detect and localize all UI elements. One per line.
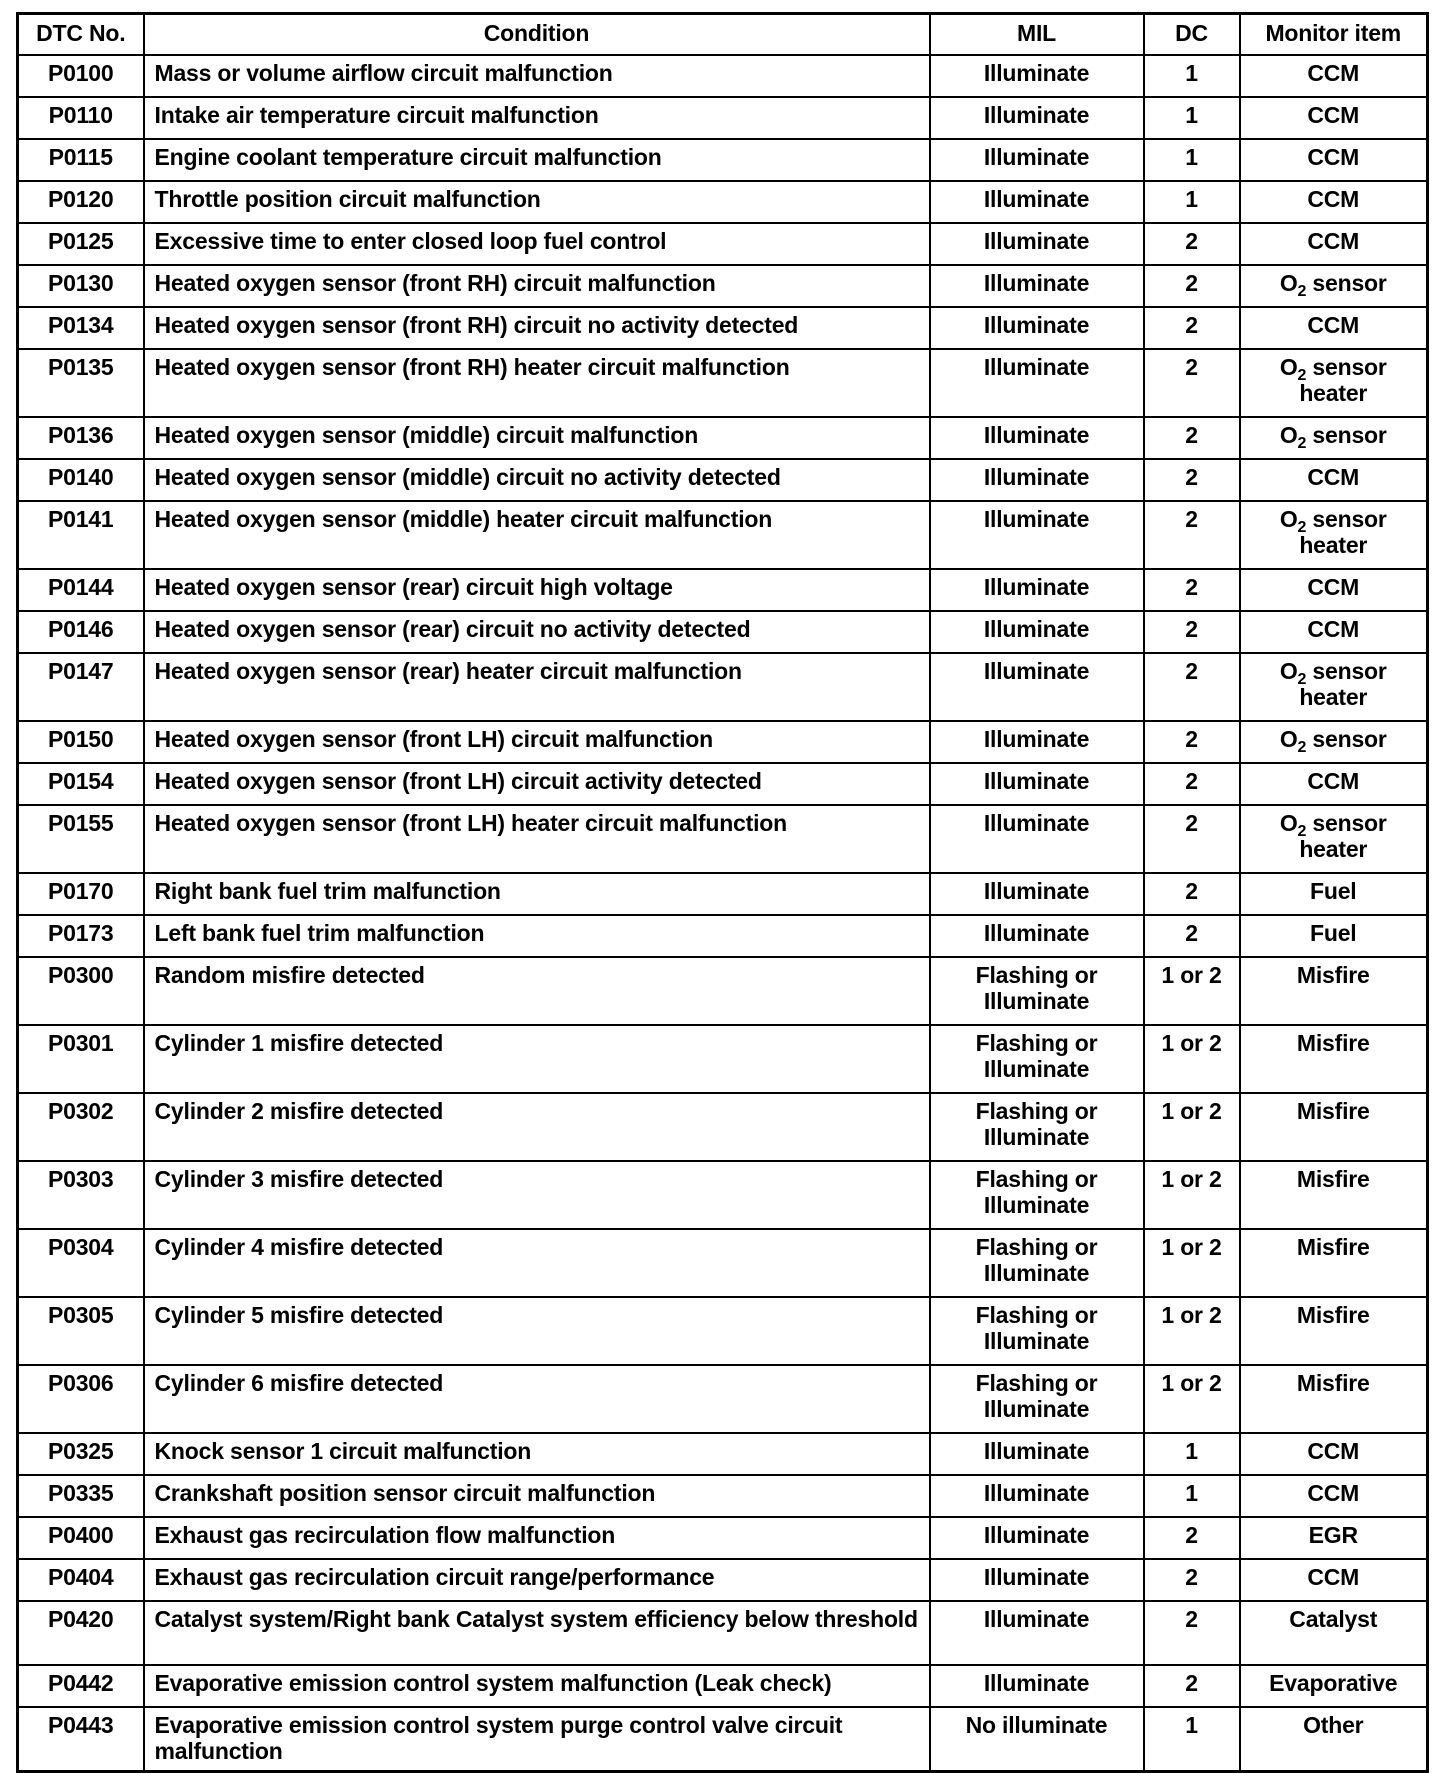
cell-dtc-code: P0170 — [18, 873, 144, 915]
cell-monitor-item: CCM — [1240, 1433, 1428, 1475]
cell-dtc-code: P0300 — [18, 957, 144, 1025]
cell-dc: 1 — [1144, 1433, 1240, 1475]
table-row — [18, 1433, 1428, 1475]
cell-dc: 2 — [1144, 1517, 1240, 1559]
cell-condition: Cylinder 4 misfire detected — [144, 1229, 930, 1297]
cell-condition: Random misfire detected — [144, 957, 930, 1025]
cell-condition: Knock sensor 1 circuit malfunction — [144, 1433, 930, 1475]
cell-monitor-item: $O_2$ sensor — [1240, 721, 1428, 763]
table-body — [18, 55, 1428, 1772]
cell-mil: Flashing or Illuminate — [930, 1161, 1144, 1229]
cell-dtc-code: P0335 — [18, 1475, 144, 1517]
cell-dc: 1 or 2 — [1144, 1025, 1240, 1093]
cell-dc: 1 — [1144, 55, 1240, 97]
cell-dc: 2 — [1144, 501, 1240, 569]
cell-condition: Cylinder 5 misfire detected — [144, 1297, 930, 1365]
cell-monitor-item: Misfire — [1240, 1161, 1428, 1229]
cell-monitor-item: Misfire — [1240, 1229, 1428, 1297]
table-row — [18, 1665, 1428, 1707]
table-row — [18, 459, 1428, 501]
cell-monitor-item: Misfire — [1240, 1093, 1428, 1161]
cell-dtc-code: P0144 — [18, 569, 144, 611]
cell-dc: 2 — [1144, 1559, 1240, 1601]
cell-condition: Excessive time to enter closed loop fuel control — [144, 223, 930, 265]
cell-condition: Cylinder 6 misfire detected — [144, 1365, 930, 1433]
cell-dtc-code: P0173 — [18, 915, 144, 957]
cell-mil: Flashing or Illuminate — [930, 1365, 1144, 1433]
cell-dc: 2 — [1144, 653, 1240, 721]
cell-mil: Illuminate — [930, 1475, 1144, 1517]
cell-dtc-code: P0141 — [18, 501, 144, 569]
cell-mil: Illuminate — [930, 1433, 1144, 1475]
cell-dtc-code: P0110 — [18, 97, 144, 139]
cell-dtc-code: P0302 — [18, 1093, 144, 1161]
cell-condition: Cylinder 2 misfire detected — [144, 1093, 930, 1161]
cell-dtc-code: P0303 — [18, 1161, 144, 1229]
header-dtc-no: DTC No. — [18, 14, 144, 56]
cell-dc: 2 — [1144, 611, 1240, 653]
cell-dc: 2 — [1144, 349, 1240, 417]
cell-monitor-item: Misfire — [1240, 957, 1428, 1025]
table-row — [18, 55, 1428, 97]
cell-condition: Exhaust gas recirculation circuit range/performance — [144, 1559, 930, 1601]
cell-mil: Illuminate — [930, 1601, 1144, 1665]
dtc-table-sheet — [16, 12, 1426, 1773]
cell-dtc-code: P0146 — [18, 611, 144, 653]
cell-mil: Illuminate — [930, 307, 1144, 349]
header-monitor-item: Monitor item — [1240, 14, 1428, 56]
cell-monitor-item: CCM — [1240, 181, 1428, 223]
cell-monitor-item: $O_2$ sensor heater — [1240, 805, 1428, 873]
cell-condition: Heated oxygen sensor (rear) circuit no activity detected — [144, 611, 930, 653]
cell-dtc-code: P0305 — [18, 1297, 144, 1365]
table-row — [18, 265, 1428, 307]
cell-mil: Illuminate — [930, 721, 1144, 763]
table-row — [18, 1517, 1428, 1559]
cell-dc: 2 — [1144, 721, 1240, 763]
cell-dc: 2 — [1144, 569, 1240, 611]
table-row — [18, 1601, 1428, 1665]
cell-mil: Flashing or Illuminate — [930, 1297, 1144, 1365]
cell-dtc-code: P0325 — [18, 1433, 144, 1475]
cell-mil: Flashing or Illuminate — [930, 957, 1144, 1025]
cell-mil: Illuminate — [930, 653, 1144, 721]
cell-monitor-item: Misfire — [1240, 1025, 1428, 1093]
cell-dtc-code: P0442 — [18, 1665, 144, 1707]
cell-dc: 1 — [1144, 97, 1240, 139]
cell-dc: 2 — [1144, 1665, 1240, 1707]
cell-dc: 1 or 2 — [1144, 1297, 1240, 1365]
cell-mil: Illuminate — [930, 1665, 1144, 1707]
table-row — [18, 1229, 1428, 1297]
cell-dtc-code: P0135 — [18, 349, 144, 417]
cell-monitor-item: CCM — [1240, 55, 1428, 97]
table-row — [18, 1475, 1428, 1517]
table-row — [18, 1093, 1428, 1161]
table-row — [18, 417, 1428, 459]
cell-monitor-item: CCM — [1240, 611, 1428, 653]
cell-monitor-item: CCM — [1240, 763, 1428, 805]
cell-condition: Right bank fuel trim malfunction — [144, 873, 930, 915]
cell-dtc-code: P0147 — [18, 653, 144, 721]
cell-monitor-item: $O_2$ sensor heater — [1240, 653, 1428, 721]
table-row — [18, 97, 1428, 139]
cell-condition: Heated oxygen sensor (front LH) circuit activity detected — [144, 763, 930, 805]
cell-mil: Illuminate — [930, 265, 1144, 307]
table-row — [18, 349, 1428, 417]
table-row — [18, 223, 1428, 265]
cell-condition: Engine coolant temperature circuit malfunction — [144, 139, 930, 181]
cell-monitor-item: Evaporative — [1240, 1665, 1428, 1707]
header-dc: DC — [1144, 14, 1240, 56]
cell-condition: Heated oxygen sensor (front RH) circuit malfunction — [144, 265, 930, 307]
cell-monitor-item: Misfire — [1240, 1297, 1428, 1365]
table-row — [18, 915, 1428, 957]
cell-condition: Cylinder 1 misfire detected — [144, 1025, 930, 1093]
cell-dc: 1 or 2 — [1144, 957, 1240, 1025]
cell-mil: Flashing or Illuminate — [930, 1093, 1144, 1161]
table-row — [18, 307, 1428, 349]
cell-condition: Evaporative emission control system malfunction (Leak check) — [144, 1665, 930, 1707]
cell-dtc-code: P0120 — [18, 181, 144, 223]
cell-monitor-item: $O_2$ sensor — [1240, 265, 1428, 307]
cell-mil: Illuminate — [930, 223, 1144, 265]
cell-mil: Illuminate — [930, 139, 1144, 181]
cell-monitor-item: EGR — [1240, 1517, 1428, 1559]
cell-condition: Evaporative emission control system purge control valve circuit malfunction — [144, 1707, 930, 1772]
cell-monitor-item: CCM — [1240, 97, 1428, 139]
cell-mil: Illuminate — [930, 459, 1144, 501]
table-row — [18, 1365, 1428, 1433]
cell-mil: Illuminate — [930, 1559, 1144, 1601]
cell-condition: Heated oxygen sensor (rear) circuit high voltage — [144, 569, 930, 611]
cell-mil: Flashing or Illuminate — [930, 1025, 1144, 1093]
cell-mil: Illuminate — [930, 915, 1144, 957]
table-row — [18, 957, 1428, 1025]
cell-mil: Flashing or Illuminate — [930, 1229, 1144, 1297]
cell-mil: Illuminate — [930, 181, 1144, 223]
cell-condition: Exhaust gas recirculation flow malfunction — [144, 1517, 930, 1559]
cell-monitor-item: CCM — [1240, 1559, 1428, 1601]
cell-condition: Heated oxygen sensor (front LH) circuit malfunction — [144, 721, 930, 763]
cell-condition: Heated oxygen sensor (middle) circuit malfunction — [144, 417, 930, 459]
cell-dc: 2 — [1144, 223, 1240, 265]
cell-dtc-code: P0100 — [18, 55, 144, 97]
cell-dc: 1 or 2 — [1144, 1229, 1240, 1297]
table-row — [18, 763, 1428, 805]
cell-mil: Illuminate — [930, 349, 1144, 417]
cell-dtc-code: P0134 — [18, 307, 144, 349]
cell-dc: 2 — [1144, 805, 1240, 873]
cell-mil: Illuminate — [930, 417, 1144, 459]
cell-monitor-item: CCM — [1240, 1475, 1428, 1517]
cell-dtc-code: P0136 — [18, 417, 144, 459]
cell-dc: 1 — [1144, 181, 1240, 223]
table-row — [18, 1297, 1428, 1365]
cell-dc: 1 — [1144, 1707, 1240, 1772]
cell-dtc-code: P0306 — [18, 1365, 144, 1433]
cell-dc: 2 — [1144, 459, 1240, 501]
table-row — [18, 1559, 1428, 1601]
cell-dtc-code: P0125 — [18, 223, 144, 265]
cell-condition: Left bank fuel trim malfunction — [144, 915, 930, 957]
header-mil: MIL — [930, 14, 1144, 56]
table-row — [18, 611, 1428, 653]
cell-dtc-code: P0404 — [18, 1559, 144, 1601]
cell-monitor-item: $O_2$ sensor — [1240, 417, 1428, 459]
cell-dtc-code: P0140 — [18, 459, 144, 501]
cell-condition: Heated oxygen sensor (front RH) circuit no activity detected — [144, 307, 930, 349]
cell-dc: 2 — [1144, 763, 1240, 805]
table-row — [18, 721, 1428, 763]
cell-mil: Illuminate — [930, 873, 1144, 915]
cell-dc: 1 — [1144, 139, 1240, 181]
cell-dtc-code: P0304 — [18, 1229, 144, 1297]
cell-condition: Intake air temperature circuit malfunction — [144, 97, 930, 139]
cell-dc: 2 — [1144, 1601, 1240, 1665]
table-row — [18, 569, 1428, 611]
table-row — [18, 1161, 1428, 1229]
cell-condition: Heated oxygen sensor (rear) heater circuit malfunction — [144, 653, 930, 721]
table-row — [18, 1025, 1428, 1093]
cell-dtc-code: P0150 — [18, 721, 144, 763]
cell-monitor-item: Fuel — [1240, 873, 1428, 915]
dtc-table — [16, 12, 1429, 1773]
cell-mil: No illuminate — [930, 1707, 1144, 1772]
cell-monitor-item: Fuel — [1240, 915, 1428, 957]
cell-dtc-code: P0301 — [18, 1025, 144, 1093]
cell-mil: Illuminate — [930, 501, 1144, 569]
cell-dtc-code: P0400 — [18, 1517, 144, 1559]
cell-dc: 2 — [1144, 417, 1240, 459]
cell-condition: Mass or volume airflow circuit malfunction — [144, 55, 930, 97]
cell-monitor-item: CCM — [1240, 307, 1428, 349]
cell-dc: 2 — [1144, 915, 1240, 957]
cell-dc: 1 or 2 — [1144, 1161, 1240, 1229]
table-row — [18, 873, 1428, 915]
cell-monitor-item: CCM — [1240, 569, 1428, 611]
cell-dtc-code: P0115 — [18, 139, 144, 181]
table-row — [18, 181, 1428, 223]
cell-dtc-code: P0154 — [18, 763, 144, 805]
cell-mil: Illuminate — [930, 1517, 1144, 1559]
cell-mil: Illuminate — [930, 611, 1144, 653]
cell-condition: Crankshaft position sensor circuit malfunction — [144, 1475, 930, 1517]
table-row — [18, 501, 1428, 569]
cell-dc: 1 — [1144, 1475, 1240, 1517]
cell-mil: Illuminate — [930, 55, 1144, 97]
table-row — [18, 653, 1428, 721]
cell-dtc-code: P0443 — [18, 1707, 144, 1772]
cell-dc: 2 — [1144, 265, 1240, 307]
cell-dc: 1 or 2 — [1144, 1365, 1240, 1433]
cell-condition: Heated oxygen sensor (front LH) heater circuit malfunction — [144, 805, 930, 873]
cell-mil: Illuminate — [930, 763, 1144, 805]
cell-monitor-item: Misfire — [1240, 1365, 1428, 1433]
cell-dc: 2 — [1144, 873, 1240, 915]
cell-mil: Illuminate — [930, 805, 1144, 873]
cell-monitor-item: $O_2$ sensor heater — [1240, 349, 1428, 417]
cell-dtc-code: P0155 — [18, 805, 144, 873]
table-row — [18, 805, 1428, 873]
cell-monitor-item: CCM — [1240, 459, 1428, 501]
cell-condition: Heated oxygen sensor (front RH) heater circuit malfunction — [144, 349, 930, 417]
cell-condition: Cylinder 3 misfire detected — [144, 1161, 930, 1229]
cell-dc: 1 or 2 — [1144, 1093, 1240, 1161]
cell-mil: Illuminate — [930, 97, 1144, 139]
cell-condition: Heated oxygen sensor (middle) heater circuit malfunction — [144, 501, 930, 569]
cell-condition: Catalyst system/Right bank Catalyst system efficiency below threshold — [144, 1601, 930, 1665]
cell-condition: Heated oxygen sensor (middle) circuit no activity detected — [144, 459, 930, 501]
cell-dc: 2 — [1144, 307, 1240, 349]
cell-monitor-item: Catalyst — [1240, 1601, 1428, 1665]
cell-mil: Illuminate — [930, 569, 1144, 611]
header-condition: Condition — [144, 14, 930, 56]
table-row — [18, 1707, 1428, 1772]
table-header-row — [18, 14, 1428, 56]
cell-monitor-item: CCM — [1240, 223, 1428, 265]
table-row — [18, 139, 1428, 181]
cell-monitor-item: CCM — [1240, 139, 1428, 181]
cell-condition: Throttle position circuit malfunction — [144, 181, 930, 223]
cell-dtc-code: P0130 — [18, 265, 144, 307]
cell-monitor-item: Other — [1240, 1707, 1428, 1772]
cell-monitor-item: $O_2$ sensor heater — [1240, 501, 1428, 569]
cell-dtc-code: P0420 — [18, 1601, 144, 1665]
